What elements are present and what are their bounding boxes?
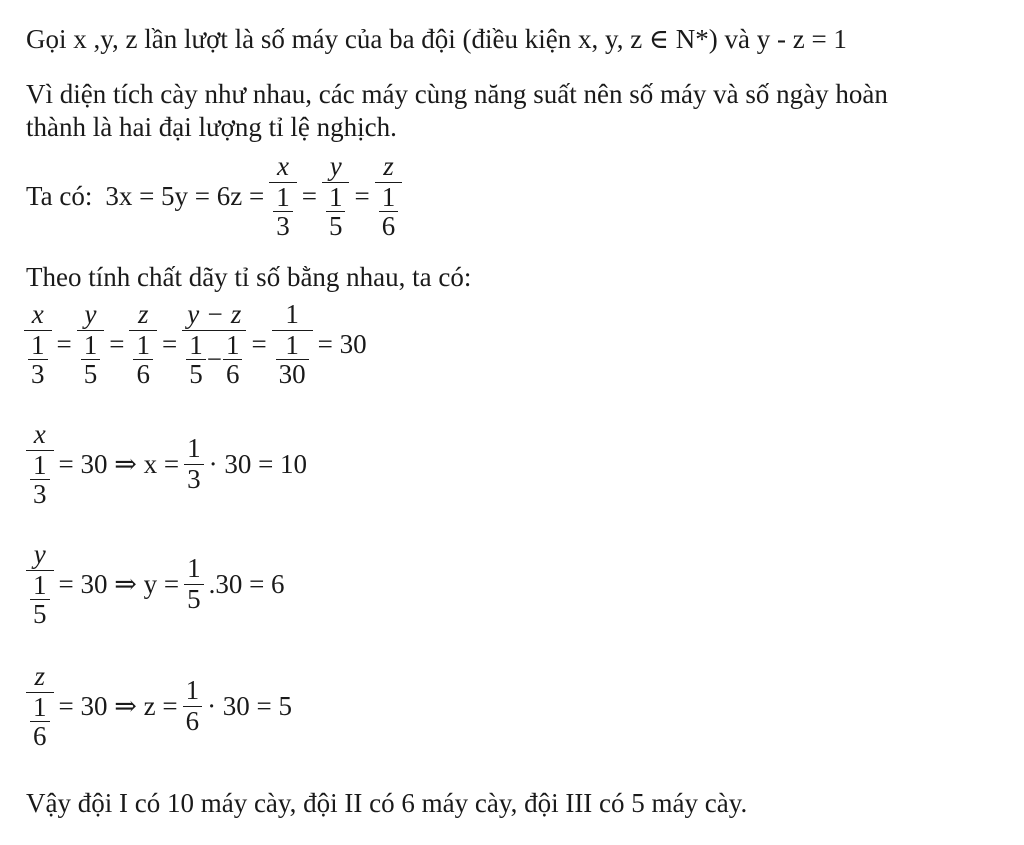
chain-fraction-z: $\frac{z}{\frac{1}{6}}$ [129, 300, 157, 388]
conclusion-text: Vậy đội I có 10 máy cày, đội II có 6 máy cày, đội III có 5 máy cày. [26, 788, 748, 818]
solve-z-equation: $\frac{z}{\frac{1}{6}}$ = 30 ⇒ z = $\frac{1}{6}$ · 30 = 5 [24, 662, 295, 750]
intro-text: Gọi x ,y, z lần lượt là số máy của ba đội (điều kiện x, y, z ∈ N*) và y - z = 1 [26, 24, 847, 54]
taco-lhs: 3x = 5y = 6z = [105, 180, 265, 211]
chain-result: = 30 [317, 328, 367, 359]
chain-fraction-one: $\frac{1}{\frac{1}{30}}$ [272, 300, 313, 388]
chain-fraction-x: $\frac{x}{\frac{1}{3}}$ [24, 300, 52, 388]
ratio-chain-equation: $\frac{x}{\frac{1}{3}}$ = $\frac{y}{\frac{1}{5}}$ = $\frac{z}{\frac{1}{6}}$ = y − z $\frac{1}{5}$ − $\frac{1}{6}$ = $\frac{1}{\frac{1}{30}}$ = 30 [22, 300, 370, 388]
fraction-z: $\frac{z}{\frac{1}{6}}$ [375, 152, 403, 240]
reason-text-line1: Vì diện tích cày như nhau, các máy cùng năng suất nên số máy và số ngày hoàn [26, 79, 888, 109]
taco-label: Ta có: [26, 180, 93, 211]
solve-x-equation: $\frac{x}{\frac{1}{3}}$ = 30 ⇒ x = $\frac{1}{3}$ · 30 = 10 [24, 420, 310, 508]
property-text: Theo tính chất dãy tỉ số bằng nhau, ta có: [26, 262, 472, 292]
reason-text-line2: thành là hai đại lượng tỉ lệ nghịch. [26, 112, 397, 142]
chain-fraction-difference: y − z $\frac{1}{5}$ − $\frac{1}{6}$ [182, 300, 246, 388]
proportion-equation: Ta có: 3x = 5y = 6z = $\frac{x}{\frac{1}{3}}$ = $\frac{y}{\frac{1}{5}}$ = $\frac{z}{\frac{1}{6}}$ [26, 152, 404, 240]
solve-y-equation: $\frac{y}{\frac{1}{5}}$ = 30 ⇒ y = $\frac{1}{5}$ .30 = 6 [24, 540, 288, 628]
fraction-x: $\frac{x}{\frac{1}{3}}$ [269, 152, 297, 240]
fraction-y: $\frac{y}{\frac{1}{5}}$ [322, 152, 350, 240]
chain-fraction-y: $\frac{y}{\frac{1}{5}}$ [77, 300, 105, 388]
